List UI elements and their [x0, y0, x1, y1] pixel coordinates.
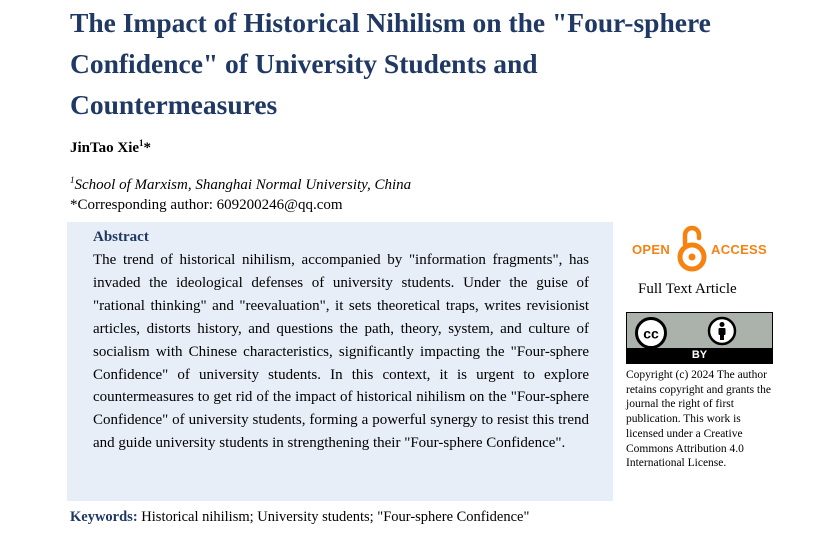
keywords: Historical nihilism; University students; "Four-sphere Confidence" — [141, 509, 530, 525]
keywords-line — [70, 509, 529, 526]
open-access-text-open: OPEN — [632, 242, 671, 257]
open-access-logo — [630, 224, 775, 272]
open-access-text-access: ACCESS — [711, 242, 767, 257]
open-access-lock-icon — [677, 224, 707, 272]
author-name: JinTao Xie — [70, 140, 140, 156]
svg-text:cc: cc — [643, 325, 659, 342]
cc-by-label: BY — [627, 348, 772, 363]
paper-title: The Impact of Historical Nihilism on the "Four-sphere Confidence" of University Students and Countermeasures — [70, 7, 711, 120]
affiliation-sup: 1 — [70, 175, 75, 185]
affiliation: School of Marxism, Shanghai Normal University, China — [74, 177, 412, 193]
cc-logo-icon — [633, 317, 669, 349]
full-text-label: Full Text Article — [638, 281, 737, 297]
corresponding-author: *Corresponding author: 609200246@qq.com — [70, 197, 343, 213]
abstract-text: The trend of historical nihilism, accompanied by "information fragments", has invaded the ideological defenses of university students. Under the guise of "rational thinking" and "reevaluation", it sets theoretical traps, writes revisionist articles, distorts history, and questions the path, theory, system, and culture of socialism with Chinese characteristics, significantly impacting the "Four-sphere Confidence" of university students. In this context, it is urgent to explore countermeasures to get rid of the impact of historical nihilism on the "Four-sphere Confidence" of university students, forming a powerful synergy to resist this trend and guide university students in strengthening their "Four-sphere Confidence". — [93, 252, 589, 452]
keywords-label: Keywords: — [70, 509, 138, 525]
abstract-heading: Abstract — [93, 229, 149, 245]
cc-by-license-badge[interactable] — [626, 312, 773, 364]
attribution-person-icon — [707, 316, 737, 346]
copyright-notice: Copyright (c) 2024 The author retains copyright and grants the journal the right of first publication. This work is licensed under a Creative Commons Attribution 4.0 International License. — [626, 369, 771, 470]
corresponding-mark: * — [143, 140, 152, 156]
affiliation-line — [70, 175, 411, 194]
author-affiliation-sup: 1 — [139, 138, 144, 148]
author-line — [70, 138, 151, 157]
